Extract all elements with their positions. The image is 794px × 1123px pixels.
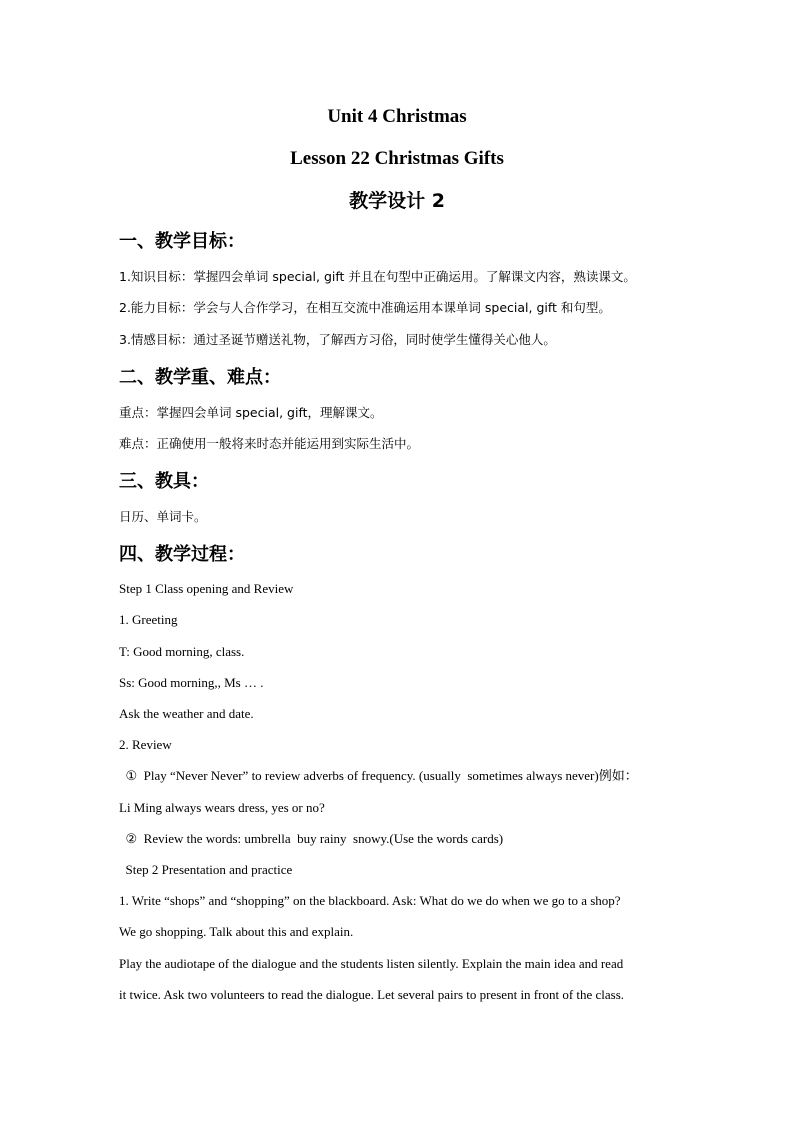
objective-item-1: 1.知识目标：掌握四会单词 special, gift 并且在句型中正确运用。了解课文内容，熟读课文。 (119, 269, 636, 284)
process-line-3: T: Good morning, class. (119, 644, 245, 659)
process-line-13: Play the audiotape of the dialogue and the students listen silently. Explain the main idea and read (119, 956, 624, 971)
process-line-4: Ss: Good morning,, Ms … . (119, 675, 264, 690)
objective-item-3: 3.情感目标：通过圣诞节赠送礼物，了解西方习俗，同时使学生懂得关心他人。 (119, 332, 556, 347)
process-line-6: 2. Review (119, 737, 172, 752)
objectives-heading: 一、教学目标： (119, 231, 245, 252)
process-line-14: it twice. Ask two volunteers to read the dialogue. Let several pairs to present in front of the class. (119, 987, 625, 1002)
process-line-10: Step 2 Presentation and practice (119, 862, 293, 877)
process-line-9: ② Review the words: umbrella buy rainy snowy.(Use the words cards) (119, 831, 504, 846)
unit-title: Unit 4 Christmas (327, 106, 467, 127)
lesson-title: Lesson 22 Christmas Gifts (290, 148, 504, 169)
process-line-1: Step 1 Class opening and Review (119, 581, 294, 596)
process-line-5: Ask the weather and date. (119, 706, 254, 721)
process-line-12: We go shopping. Talk about this and explain. (119, 924, 354, 939)
process-heading: 四、教学过程： (119, 544, 245, 565)
process-line-7: ① Play “Never Never” to review adverbs of frequency. (usually sometimes always never)例如： (119, 768, 638, 783)
key-point-item-2: 难点：正确使用一般将来时态并能运用到实际生活中。 (119, 436, 420, 451)
process-line-8: Li Ming always wears dress, yes or no? (119, 800, 325, 815)
process-line-2: 1. Greeting (119, 612, 178, 627)
key-points-heading: 二、教学重、难点： (119, 367, 281, 388)
tools-item-1: 日历、单词卡。 (119, 509, 207, 524)
design-title: 教学设计 2 (349, 190, 445, 212)
tools-heading: 三、教具： (119, 471, 209, 492)
process-line-11: 1. Write “shops” and “shopping” on the blackboard. Ask: What do we do when we go to a shop? (119, 893, 621, 908)
key-point-item-1: 重点：掌握四会单词 special, gift，理解课文。 (119, 405, 383, 420)
objective-item-2: 2.能力目标：学会与人合作学习，在相互交流中准确运用本课单词 special, gift 和句型。 (119, 300, 611, 315)
